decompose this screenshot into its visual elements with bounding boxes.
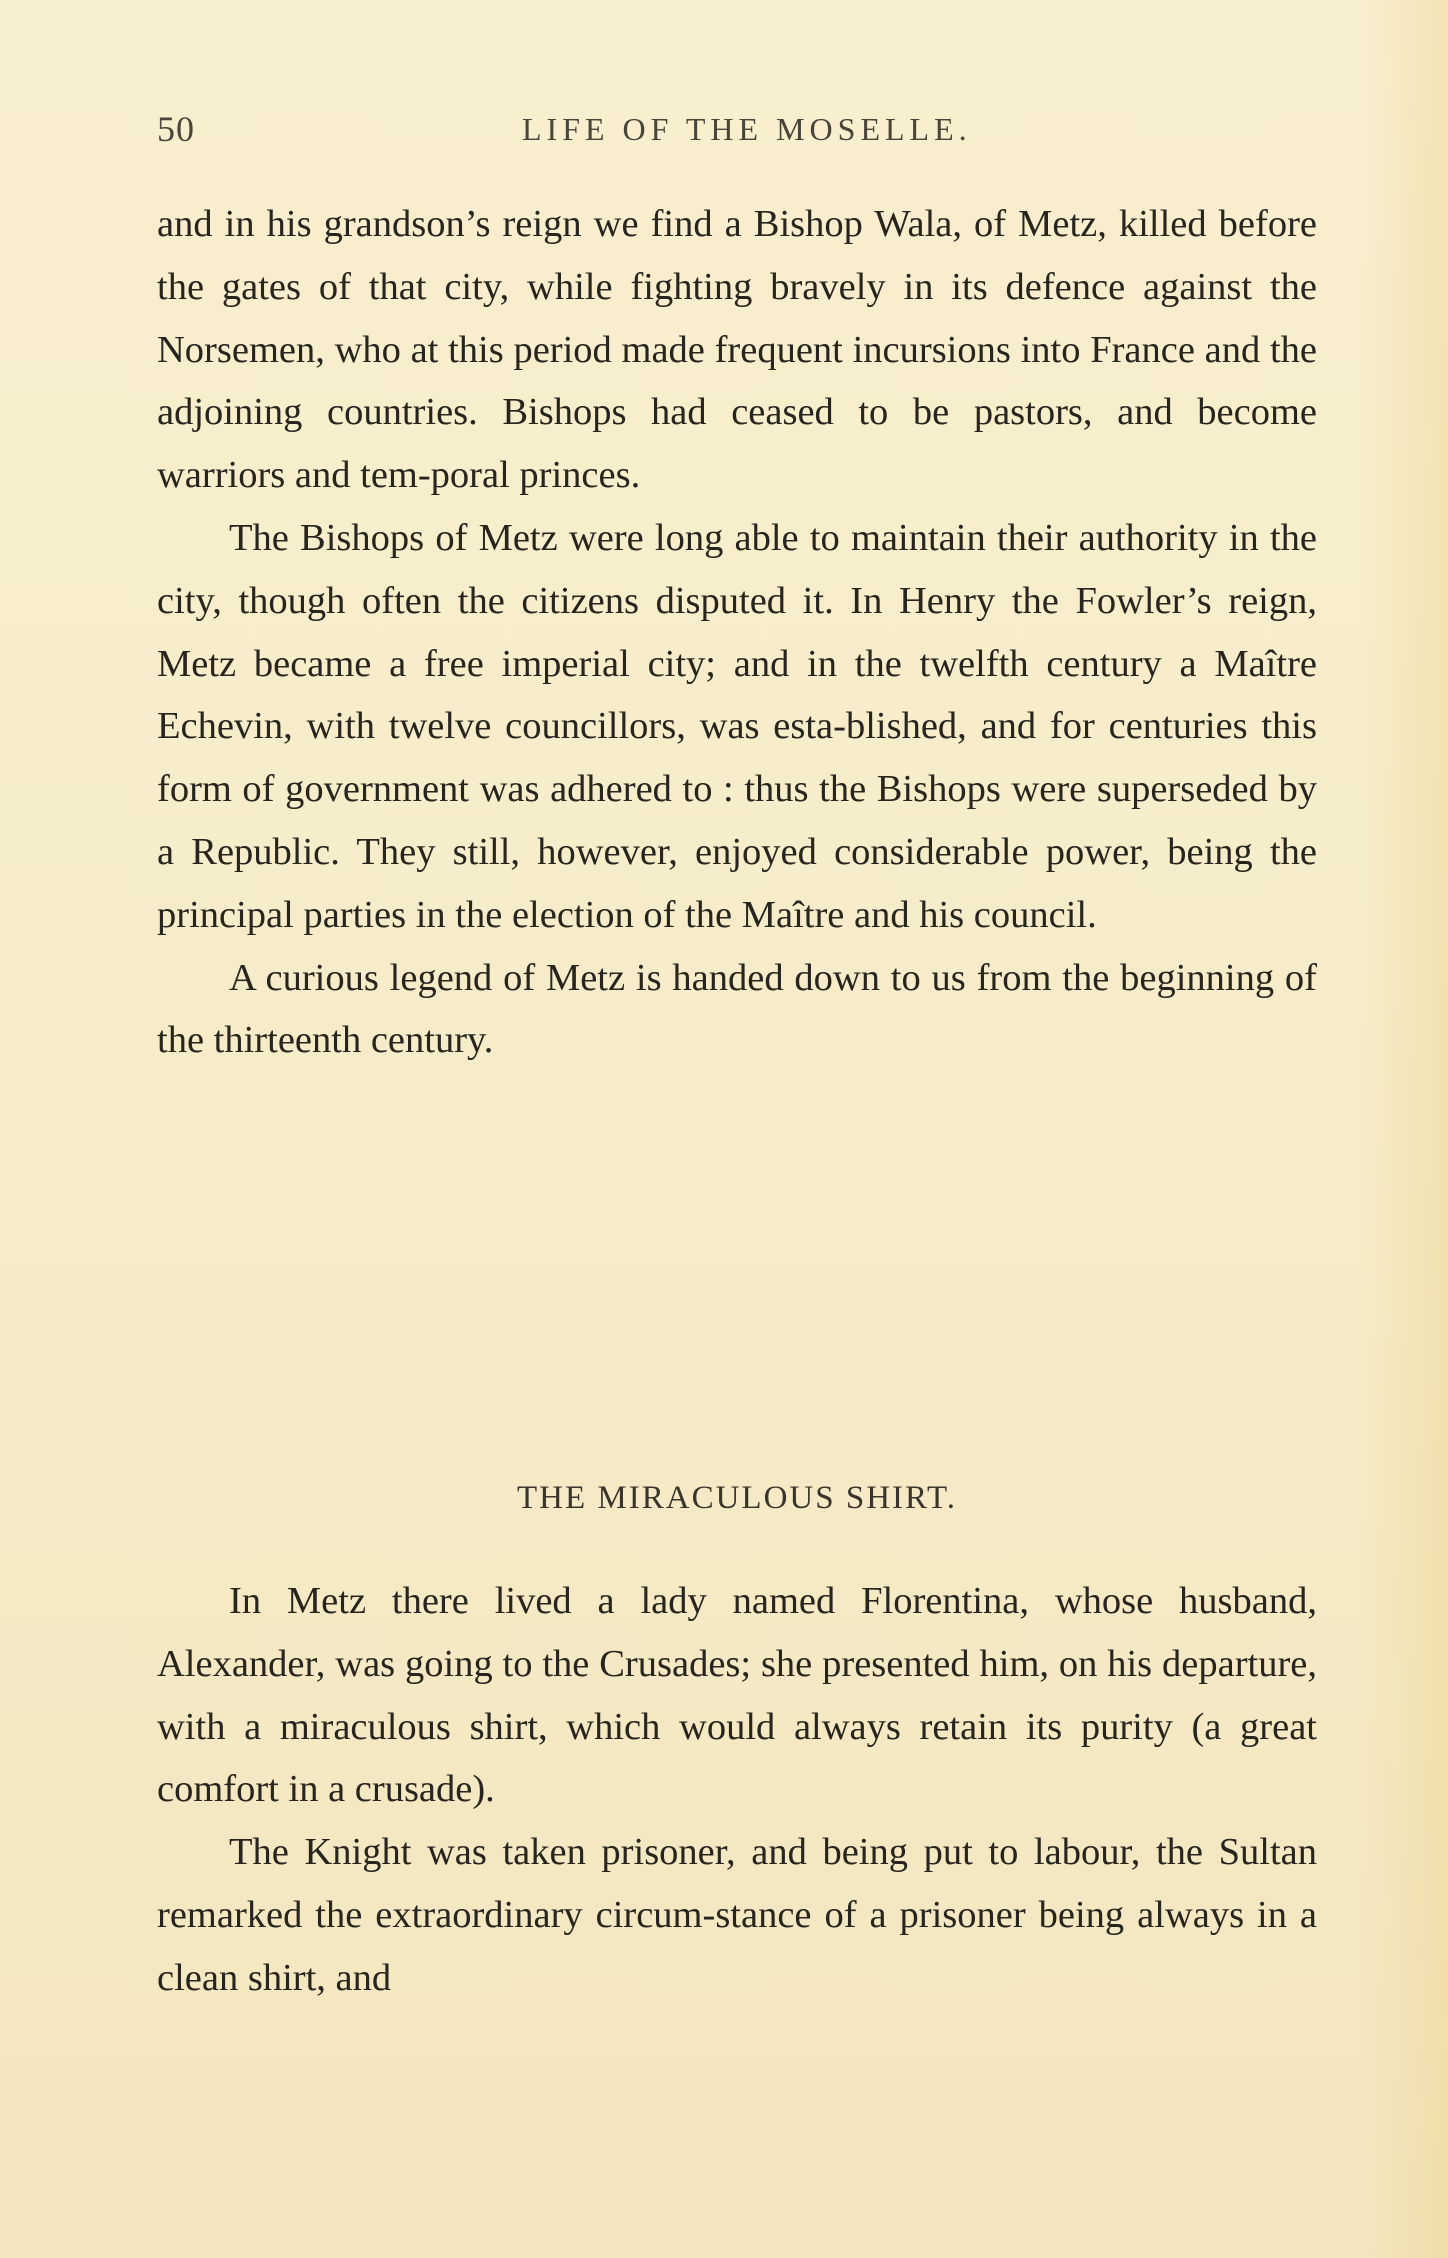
paragraph-5: The Knight was taken prisoner, and being put to labour, the Sultan remarked the extraordinary circum-stance of a prisoner being always in a clean shirt, and — [157, 1831, 1317, 1999]
paragraph-4: In Metz there lived a lady named Florentina, whose husband, Alexander, was going to the Crusades; she presented him, on his departure, with a miraculous shirt, which would always retain its purity (a great comfort in a crusade). — [157, 1580, 1317, 1811]
page-number: 50 — [157, 109, 195, 149]
text-block-after-heading — [157, 1570, 1317, 2010]
paragraph-1: and in his grandson’s reign we find a Bishop Wala, of Metz, killed before the gates of that city, while fighting bravely in its defence against the Norsemen, who at this period made frequent incursions into France and the adjoining countries. Bishops had ceased to be pastors, and become warriors and tem-poral princes. — [157, 203, 1317, 497]
running-head — [157, 108, 1317, 152]
paragraph-2: The Bishops of Metz were long able to maintain their authority in the city, though often the citizens disputed it. In Henry the Fowler’s reign, Metz became a free imperial city; and in the twelfth century a Maître Echevin, with twelve councillors, was esta-blished, and for centuries this form of government was adhered to : thus the Bishops were superseded by a Republic. They still, however, enjoyed considerable power, being the principal parties in the election of the Maître and his council. — [157, 516, 1317, 936]
text-block-before-heading — [157, 193, 1317, 1072]
section-heading: THE MIRACULOUS SHIRT. — [517, 1480, 957, 1516]
paragraph-3: A curious legend of Metz is handed down to us from the beginning of the thirteenth century. — [157, 956, 1317, 1062]
running-title: LIFE OF THE MOSELLE. — [522, 111, 972, 147]
